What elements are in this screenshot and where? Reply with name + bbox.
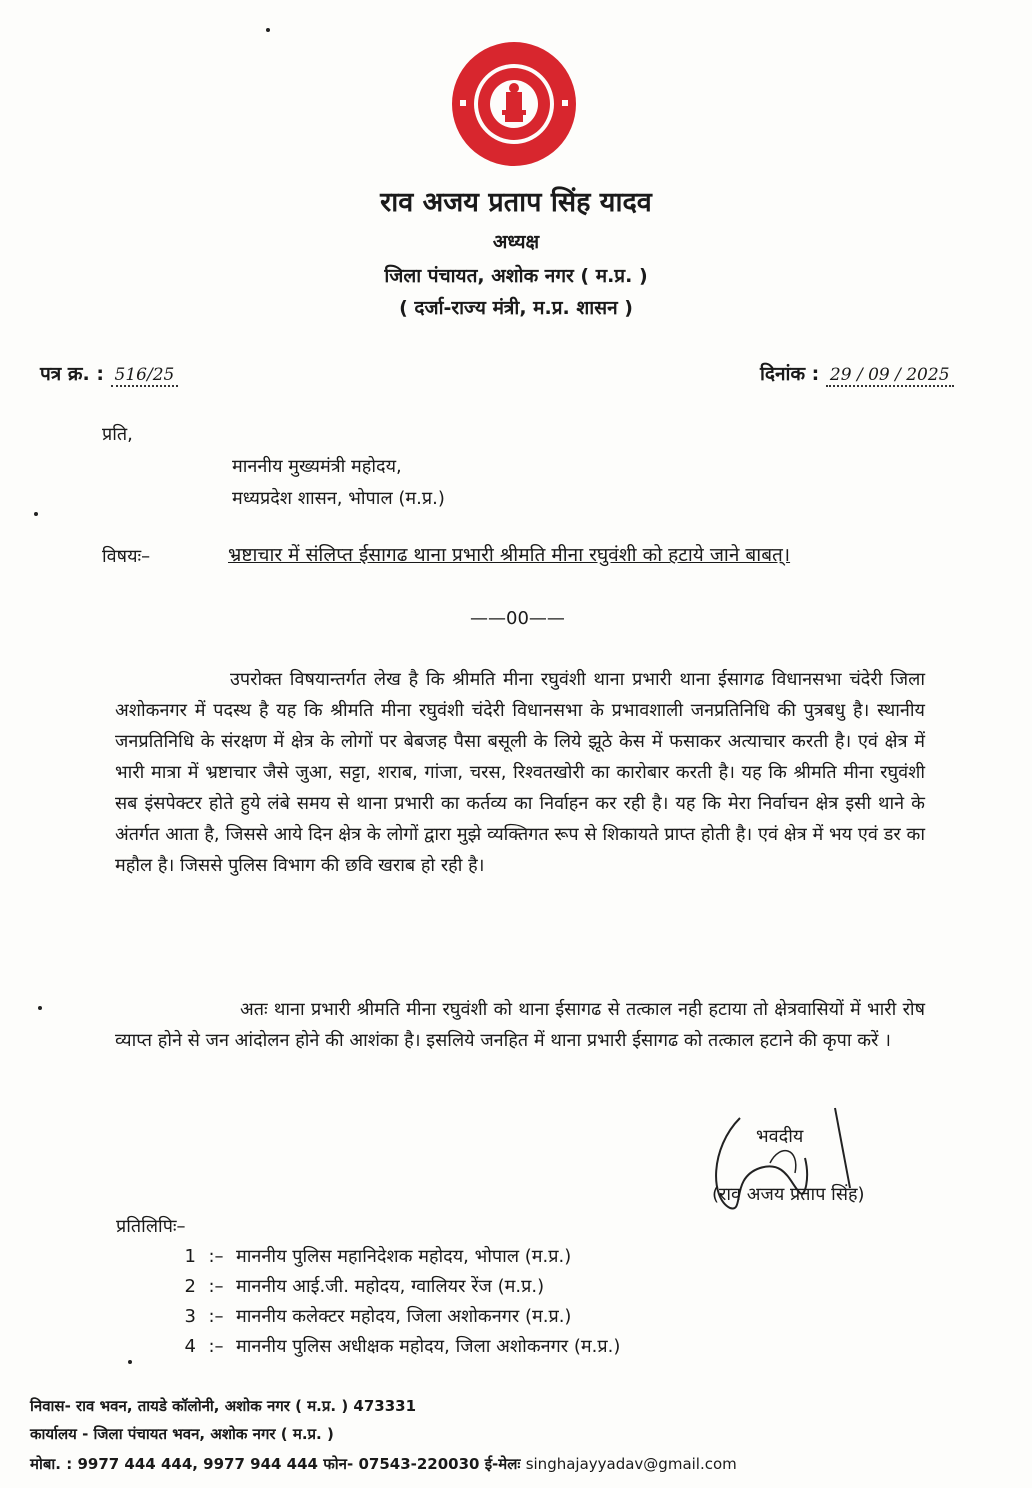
to-label: प्रति,: [102, 424, 133, 445]
signatory-name: (राव अजय प्रताप सिंह): [712, 1184, 865, 1205]
list-item: 3 :– माननीय कलेक्टर महोदय, जिला अशोकनगर (म.प्र.): [184, 1306, 572, 1327]
body-paragraph-1: उपरोक्त विषयान्तर्गत लेख है कि श्रीमति मीना रघुवंशी थाना प्रभारी थाना ईसागढ विधानसभा चंदेरी जिला अशोकनगर में पदस्थ है यह कि श्रीमति मीना रघुवंशी चंदेरी विधानसभा के प्रभावशाली जनप्रतिनिधि की पुत्रबधु है। स्थानीय जनप्रतिनिधि के संरक्षण में क्षेत्र के लोगों पर बेबजह पैसा बसूली के लिये झूठे केस में फसाकर अत्याचार करती है। एवं क्षेत्र में भारी मात्रा में भ्रष्टाचार जैसे जुआ, सट्टा, शराब, गांजा, चरस, रिश्वतखोरी का कारोबार करती है। यह कि श्रीमति मीना रघुवंशी सब इंसपेक्टर होते हुये लंबे समय से थाना प्रभारी का कर्तव्य का निर्वाहन कर रही है। यह कि मेरा निर्वाचन क्षेत्र इसी थाने के अंतर्गत आता है, जिससे आये दिन क्षेत्र के लोगों द्वारा मुझे व्यक्तिगत रूप से शिकायते प्राप्त होती है। एवं क्षेत्र में भय एवं डर का महौल है। जिससे पुलिस विभाग की छवि खराब हो रही है।: [115, 669, 925, 876]
copies-label: प्रतिलिपिः–: [116, 1216, 186, 1237]
list-item: 4 :– माननीय पुलिस अधीक्षक महोदय, जिला अशोकनगर (म.प्र.): [184, 1336, 621, 1357]
sender-designation: अध्यक्ष: [492, 231, 540, 253]
footer-residence: निवास- राव भवन, तायडे कॉलोनी, अशोक नगर ( म.प्र. ) 473331: [30, 1397, 417, 1415]
footer-email: singhajayyadav@gmail.com: [525, 1455, 737, 1473]
scan-speck: [128, 1360, 132, 1364]
letter-number-value: 516/25: [111, 365, 179, 387]
sender-rank: ( दर्जा-राज्य मंत्री, म.प्र. शासन ): [399, 297, 633, 319]
sender-name: राव अजय प्रताप सिंह यादव: [380, 187, 652, 218]
madhya-pradesh-emblem: [450, 40, 578, 168]
subject-text: भ्रष्टाचार में संलिप्त ईसागढ थाना प्रभारी श्रीमति मीना रघुवंशी को हटाये जाने बाबत्।: [228, 544, 791, 566]
scan-speck: [266, 28, 270, 32]
footer-office: कार्यालय - जिला पंचायत भवन, अशोक नगर ( म.प्र. ): [30, 1425, 334, 1443]
date-label: दिनांक :: [760, 363, 820, 385]
date-value: 29 / 09 / 2025: [826, 365, 954, 387]
recipient-line-1: माननीय मुख्यमंत्री महोदय,: [232, 456, 402, 477]
subject-label: विषयः–: [102, 546, 151, 567]
sender-office: जिला पंचायत, अशोक नगर ( म.प्र. ): [384, 265, 648, 287]
scan-speck: [38, 1006, 42, 1010]
letter-number-label: पत्र क्र. :: [40, 363, 104, 385]
letter-number: [40, 360, 178, 386]
list-item: 1 :– माननीय पुलिस महानिदेशक महोदय, भोपाल (म.प्र.): [184, 1246, 572, 1267]
footer-phone: मोबा. : 9977 444 444, 9977 944 444 फोन- 07543-220030 ई-मेलः: [30, 1455, 521, 1473]
recipient-line-2: मध्यप्रदेश शासन, भोपाल (म.प्र.): [232, 488, 445, 509]
body-paragraph-2: अतः थाना प्रभारी श्रीमति मीना रघुवंशी को थाना ईसागढ से तत्काल नही हटाया तो क्षेत्रवासियों में भारी रोष व्याप्त होने से जन आंदोलन होने की आशंका है। इसलिये जनहित में थाना प्रभारी ईसागढ को तत्काल हटाने की कृपा करें ।: [115, 999, 925, 1051]
separator: ——00——: [470, 608, 565, 629]
letter-date: [760, 360, 954, 386]
scan-speck: [34, 512, 38, 516]
closing: भवदीय: [756, 1126, 804, 1147]
footer-contact: [30, 1454, 737, 1474]
list-item: 2 :– माननीय आई.जी. महोदय, ग्वालियर रेंज (म.प्र.): [184, 1276, 545, 1297]
copies-list: [172, 1244, 620, 1364]
